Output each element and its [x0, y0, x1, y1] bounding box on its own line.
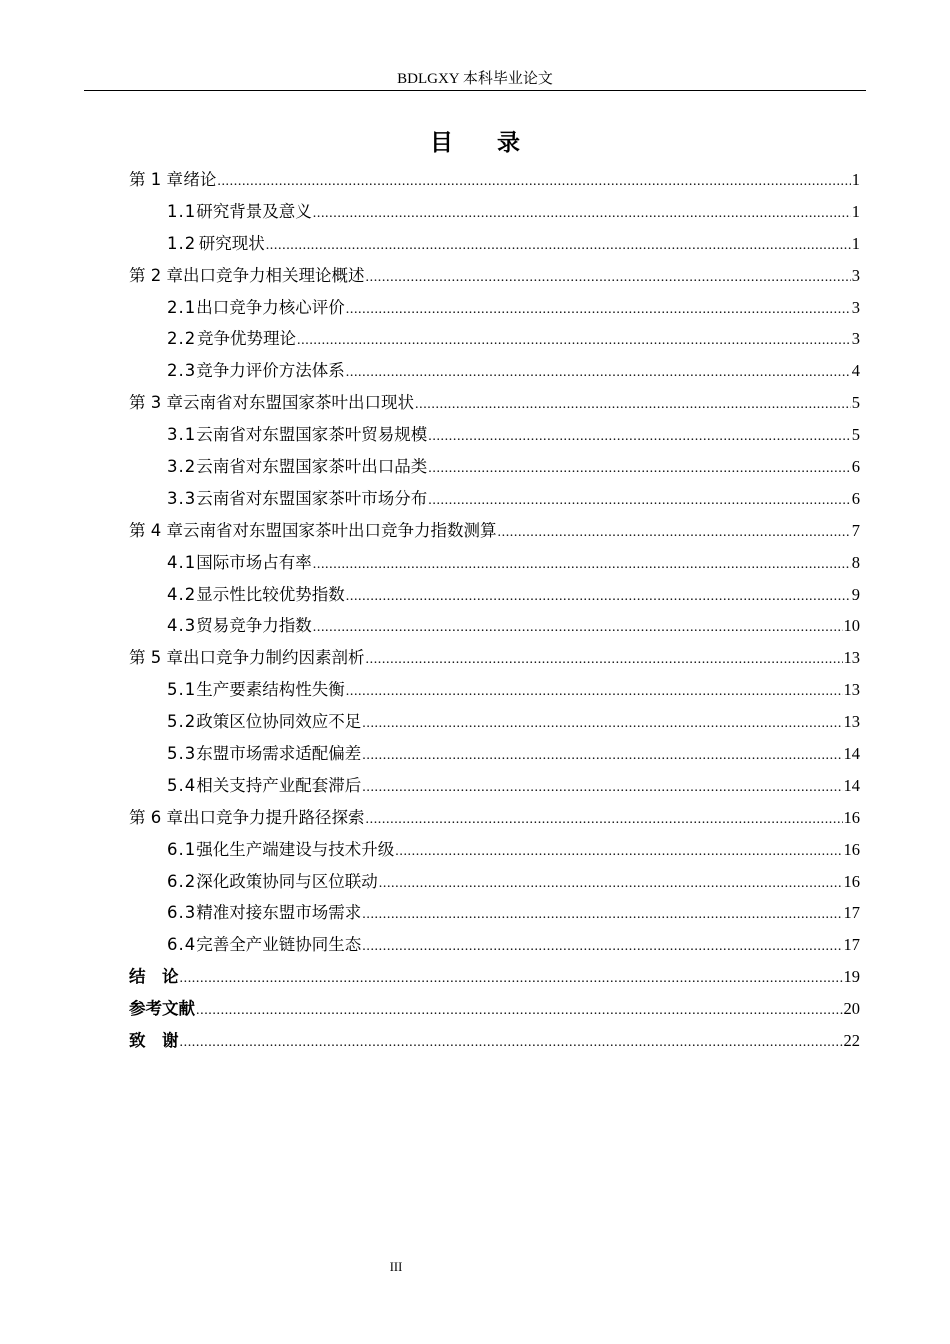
toc-entry-number: 4.3 — [167, 616, 197, 636]
dot-leader — [217, 166, 850, 198]
toc-entry-number: 第 4 章 — [129, 520, 183, 540]
dot-leader — [313, 198, 851, 230]
toc-entry-title: 竞争优势理论 — [197, 329, 297, 349]
toc-section-entry[interactable] — [129, 738, 860, 770]
toc-entry-number: 5.4 — [167, 775, 197, 795]
toc-section-entry[interactable] — [129, 834, 860, 866]
toc-page-number: 14 — [843, 744, 860, 764]
toc-entry-number: 5.2 — [167, 712, 197, 732]
toc-chapter-entry[interactable] — [129, 164, 860, 196]
toc-entry-title: 结 论 — [129, 967, 179, 987]
dot-leader — [266, 230, 851, 262]
toc-page-number: 3 — [851, 297, 860, 317]
toc-entry-title: 显示性比较优势指数 — [196, 584, 345, 604]
toc-entry-title: 生产要素结构性失衡 — [196, 680, 345, 700]
dot-leader — [362, 708, 842, 740]
toc-entry-title: 云南省对东盟国家茶叶贸易规模 — [196, 425, 428, 445]
toc-entry-title: 出口竞争力制约因素剖析 — [183, 648, 365, 668]
toc-page-number: 9 — [851, 584, 860, 604]
toc-entry-number: 1.1 — [167, 201, 197, 221]
dot-leader — [428, 421, 851, 453]
toc-page-number: 16 — [843, 839, 860, 859]
toc-entry-number: 1.2 — [167, 233, 197, 253]
toc-entry-title: 云南省对东盟国家茶叶出口竞争力指数测算 — [183, 520, 497, 540]
toc-chapter-entry[interactable] — [129, 515, 860, 547]
dot-leader — [362, 899, 842, 931]
toc-page-number: 22 — [843, 1031, 860, 1051]
toc-entry-number: 6.1 — [167, 839, 197, 859]
toc-page-number: 16 — [843, 807, 860, 827]
toc-section-entry[interactable] — [129, 929, 860, 961]
toc-page-number: 1 — [851, 233, 860, 253]
toc-entry-title: 深化政策协同与区位联动 — [196, 871, 378, 891]
toc-entry-title: 东盟市场需求适配偏差 — [196, 744, 362, 764]
table-of-contents — [129, 164, 860, 1057]
dot-leader — [362, 772, 842, 804]
toc-page-number: 19 — [843, 967, 860, 987]
toc-page-number: 14 — [843, 775, 860, 795]
toc-entry-title: 出口竞争力相关理论概述 — [183, 265, 365, 285]
toc-section-entry[interactable] — [129, 292, 860, 324]
toc-page-number: 10 — [843, 616, 860, 636]
toc-chapter-entry[interactable] — [129, 260, 860, 292]
toc-page-number: 5 — [851, 425, 860, 445]
toc-entry-title: 强化生产端建设与技术升级 — [196, 839, 395, 859]
toc-entry-number: 2.2 — [167, 329, 197, 349]
toc-entry-number: 2.3 — [167, 361, 197, 381]
toc-entry-title: 致 谢 — [129, 1031, 179, 1051]
toc-section-entry[interactable] — [129, 866, 860, 898]
dot-leader — [346, 581, 851, 613]
toc-entry-number: 第 3 章 — [129, 393, 183, 413]
toc-entry-title: 精准对接东盟市场需求 — [196, 903, 362, 923]
dot-leader — [346, 676, 843, 708]
toc-page-number: 13 — [843, 648, 860, 668]
toc-chapter-entry[interactable] — [129, 387, 860, 419]
toc-entry-title: 出口竞争力提升路径探索 — [183, 807, 365, 827]
toc-page-number: 4 — [851, 361, 860, 381]
toc-entry-number: 5.1 — [167, 680, 197, 700]
dot-leader — [180, 963, 843, 995]
toc-entry-title: 参考文献 — [129, 999, 195, 1019]
toc-entry-title: 国际市场占有率 — [196, 552, 312, 572]
toc-entry-number: 5.3 — [167, 744, 197, 764]
toc-entry-number: 6.3 — [167, 903, 197, 923]
dot-leader — [313, 549, 851, 581]
toc-section-entry[interactable] — [129, 547, 860, 579]
toc-page-number: 1 — [851, 170, 860, 189]
toc-entry-number: 4.2 — [167, 584, 197, 604]
toc-entry-title: 研究背景及意义 — [196, 201, 312, 221]
toc-entry-title: 竞争力评价方法体系 — [196, 361, 345, 381]
toc-title: 目录 — [430, 130, 564, 156]
toc-section-entry[interactable] — [129, 228, 860, 260]
toc-entry-title: 云南省对东盟国家茶叶出口品类 — [196, 457, 428, 477]
toc-page-number: 17 — [843, 935, 860, 955]
dot-leader — [366, 262, 851, 294]
toc-entry-number: 第 5 章 — [129, 648, 183, 668]
toc-page-number: 8 — [851, 552, 860, 572]
toc-page-number: 1 — [851, 201, 860, 221]
toc-entry-title: 云南省对东盟国家茶叶市场分布 — [196, 488, 428, 508]
toc-chapter-entry[interactable] — [129, 642, 860, 674]
toc-backmatter-entry[interactable] — [129, 993, 860, 1025]
toc-section-entry[interactable] — [129, 355, 860, 387]
toc-page-number: 3 — [851, 329, 860, 349]
toc-section-entry[interactable] — [129, 897, 860, 929]
toc-page-number: 6 — [851, 457, 860, 477]
toc-backmatter-entry[interactable] — [129, 1025, 860, 1057]
toc-section-entry[interactable] — [129, 196, 860, 228]
toc-page-number: 5 — [851, 393, 860, 413]
toc-section-entry[interactable] — [129, 674, 860, 706]
dot-leader — [362, 931, 842, 963]
toc-page-number: 7 — [851, 520, 860, 540]
toc-section-entry[interactable] — [129, 706, 860, 738]
toc-entry-title: 出口竞争力核心评价 — [196, 297, 345, 317]
toc-entry-title: 云南省对东盟国家茶叶出口现状 — [183, 393, 414, 413]
toc-section-entry[interactable] — [129, 323, 860, 355]
dot-leader — [379, 868, 843, 900]
toc-entry-number: 3.3 — [167, 488, 197, 508]
dot-leader — [366, 644, 843, 676]
toc-section-entry[interactable] — [129, 419, 860, 451]
dot-leader — [196, 995, 843, 1027]
toc-entry-number: 6.4 — [167, 935, 197, 955]
toc-entry-title: 研究现状 — [198, 233, 265, 253]
dot-leader — [428, 453, 851, 485]
toc-chapter-entry[interactable] — [129, 802, 860, 834]
running-header: BDLGXY 本科毕业论文 — [84, 68, 866, 91]
toc-entry-number: 3.2 — [167, 457, 197, 477]
dot-leader — [180, 1027, 843, 1059]
toc-page-number: 6 — [851, 488, 860, 508]
toc-page-number: 17 — [843, 903, 860, 923]
toc-section-entry[interactable] — [129, 451, 860, 483]
toc-entry-number: 2.1 — [167, 297, 197, 317]
toc-page-number: 20 — [843, 999, 860, 1019]
toc-entry-number: 第 1 章 — [129, 170, 183, 189]
dot-leader — [366, 804, 843, 836]
dot-leader — [346, 294, 851, 326]
toc-backmatter-entry[interactable] — [129, 961, 860, 993]
dot-leader — [428, 485, 851, 517]
dot-leader — [498, 517, 851, 549]
toc-entry-number: 第 6 章 — [129, 807, 183, 827]
dot-leader — [415, 389, 851, 421]
toc-entry-title: 贸易竞争力指数 — [196, 616, 312, 636]
toc-section-entry[interactable] — [129, 770, 860, 802]
page-number-footer: III — [389, 1260, 403, 1274]
dot-leader — [346, 357, 851, 389]
toc-section-entry[interactable] — [129, 610, 860, 642]
toc-page-number: 16 — [843, 871, 860, 891]
toc-page-number: 13 — [843, 712, 860, 732]
toc-entry-number: 第 2 章 — [129, 265, 183, 285]
dot-leader — [297, 325, 851, 357]
toc-page-number: 3 — [851, 265, 860, 285]
toc-entry-number: 6.2 — [167, 871, 197, 891]
toc-page-number: 13 — [843, 680, 860, 700]
toc-entry-number: 4.1 — [167, 552, 197, 572]
toc-entry-number: 3.1 — [167, 425, 197, 445]
toc-entry-title: 相关支持产业配套滞后 — [196, 775, 362, 795]
dot-leader — [362, 740, 842, 772]
toc-entry-title: 绪论 — [183, 170, 217, 189]
toc-section-entry[interactable] — [129, 483, 860, 515]
dot-leader — [395, 836, 842, 868]
toc-section-entry[interactable] — [129, 579, 860, 611]
dot-leader — [313, 612, 843, 644]
toc-entry-title: 政策区位协同效应不足 — [196, 712, 362, 732]
toc-entry-title: 完善全产业链协同生态 — [196, 935, 362, 955]
